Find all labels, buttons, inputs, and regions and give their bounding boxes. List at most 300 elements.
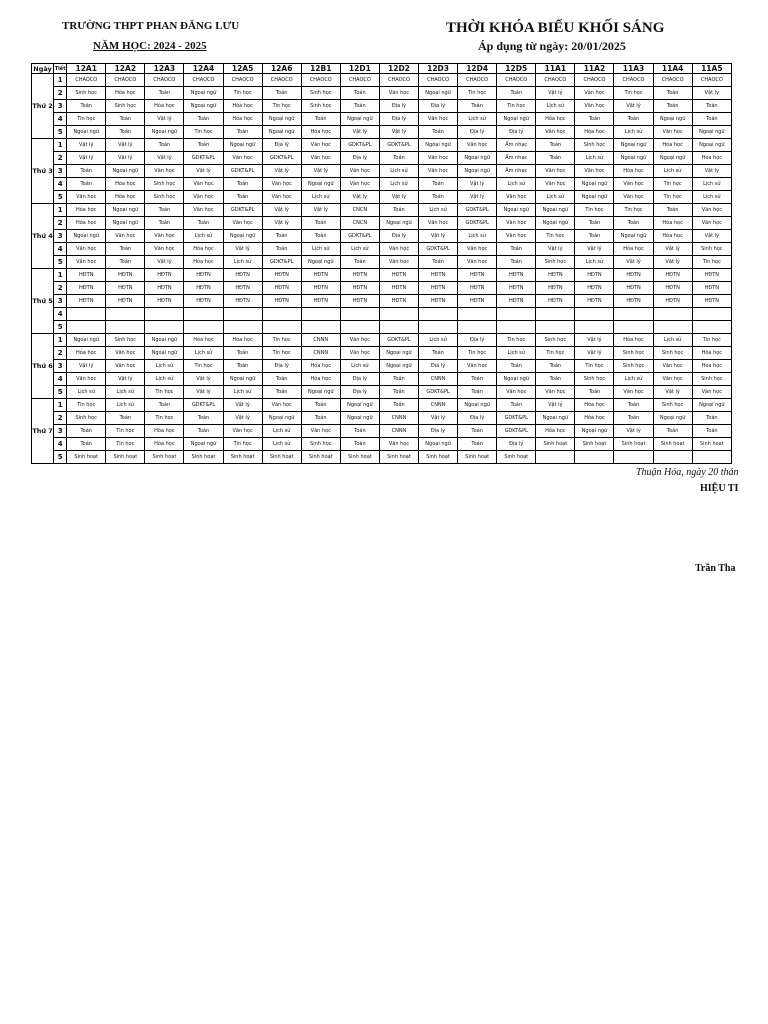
class-header: 11A1	[536, 64, 575, 74]
subject-cell: Lịch sử	[575, 256, 614, 269]
subject-cell: CHAOCO	[223, 74, 262, 87]
subject-cell: GDKT&PL	[262, 152, 301, 165]
subject-cell: Ngoại ngữ	[653, 412, 692, 425]
subject-cell: Toán	[379, 204, 418, 217]
subject-cell: Sinh học	[575, 373, 614, 386]
subject-cell: Lịch sử	[379, 178, 418, 191]
subject-cell: Vật lý	[692, 230, 731, 243]
subject-cell: Văn học	[653, 360, 692, 373]
subject-cell: Toán	[458, 373, 497, 386]
subject-cell: HĐTN	[497, 295, 536, 308]
subject-cell: Văn học	[145, 230, 184, 243]
subject-cell: Vật lý	[536, 243, 575, 256]
school-name: TRƯỜNG THPT PHAN ĐĂNG LƯU	[62, 20, 240, 32]
subject-cell: Vật lý	[379, 191, 418, 204]
subject-cell: GDKT&PL	[458, 217, 497, 230]
subject-cell: Toán	[653, 425, 692, 438]
subject-cell: Địa lý	[262, 139, 301, 152]
subject-cell: Tin học	[223, 87, 262, 100]
subject-cell: Vật lý	[692, 87, 731, 100]
subject-cell: HĐTN	[223, 269, 262, 282]
subject-cell: CHAOCO	[106, 74, 145, 87]
subject-cell: Ngoại ngữ	[184, 100, 223, 113]
subject-cell: Toán	[575, 113, 614, 126]
subject-cell: Hóa học	[653, 230, 692, 243]
subject-cell: Hóa học	[184, 334, 223, 347]
subject-cell: Vật lý	[614, 256, 653, 269]
subject-cell: Toán	[223, 347, 262, 360]
subject-cell: Hóa học	[301, 126, 340, 139]
subject-cell: Văn học	[497, 386, 536, 399]
table-row	[32, 438, 732, 451]
subject-cell: CHAOCO	[692, 74, 731, 87]
subject-cell: Văn học	[340, 334, 379, 347]
subject-cell: Vật lý	[145, 256, 184, 269]
subject-cell: Lịch sử	[301, 191, 340, 204]
subject-cell: HĐTN	[184, 282, 223, 295]
subject-cell: HĐTN	[497, 269, 536, 282]
subject-cell: Địa lý	[340, 373, 379, 386]
table-row	[32, 100, 732, 113]
table-row	[32, 152, 732, 165]
subject-cell	[653, 321, 692, 334]
subject-cell: Vật lý	[145, 152, 184, 165]
subject-cell: Tin học	[575, 204, 614, 217]
subject-cell: Toán	[340, 100, 379, 113]
subject-cell: Văn học	[536, 386, 575, 399]
subject-cell: Ngoại ngữ	[419, 87, 458, 100]
table-row	[32, 139, 732, 152]
subject-cell: Sinh học	[692, 243, 731, 256]
subject-cell: Hóa học	[575, 126, 614, 139]
subject-cell: Lịch sử	[458, 113, 497, 126]
subject-cell: Toán	[340, 256, 379, 269]
subject-cell: Ngoại ngữ	[379, 217, 418, 230]
subject-cell	[262, 308, 301, 321]
subject-cell: Văn học	[262, 399, 301, 412]
subject-cell: Hóa học	[106, 178, 145, 191]
subject-cell: GDKT&PL	[184, 152, 223, 165]
subject-cell: CHAOCO	[536, 74, 575, 87]
subject-cell: HĐTN	[106, 295, 145, 308]
subject-cell: CNNN	[419, 373, 458, 386]
subject-cell: Lịch sử	[419, 334, 458, 347]
subject-cell: HĐTN	[692, 269, 731, 282]
subject-cell: Vật lý	[692, 165, 731, 178]
subject-cell: Toán	[262, 373, 301, 386]
subject-cell: Văn học	[262, 191, 301, 204]
subject-cell	[692, 451, 731, 464]
subject-cell: Vật lý	[67, 360, 106, 373]
subject-cell: Toán	[223, 191, 262, 204]
subject-cell: Ngoại ngữ	[692, 139, 731, 152]
subject-cell: Sinh hoạt	[145, 451, 184, 464]
period-number: 2	[54, 152, 67, 165]
subject-cell: Toán	[419, 126, 458, 139]
subject-cell: Toán	[379, 152, 418, 165]
subject-cell: Lịch sử	[145, 373, 184, 386]
subject-cell: Sinh hoạt	[223, 451, 262, 464]
subject-cell: Toán	[145, 204, 184, 217]
subject-cell	[301, 308, 340, 321]
subject-cell: Toán	[692, 425, 731, 438]
day-label: Thứ 4	[32, 204, 54, 269]
class-header: 12A1	[67, 64, 106, 74]
subject-cell: Ngoại ngữ	[262, 113, 301, 126]
subject-cell: Văn học	[184, 178, 223, 191]
principal-title: HIỆU TI	[700, 483, 739, 494]
subject-cell: Sinh học	[67, 87, 106, 100]
subject-cell: Ngoại ngữ	[458, 152, 497, 165]
subject-cell: Toán	[458, 438, 497, 451]
subject-cell	[379, 308, 418, 321]
subject-cell: CHAOCO	[145, 74, 184, 87]
subject-cell: Địa lý	[458, 126, 497, 139]
table-row	[32, 334, 732, 347]
subject-cell: GDKT&PL	[379, 334, 418, 347]
period-number: 4	[54, 438, 67, 451]
subject-cell: Văn học	[379, 438, 418, 451]
subject-cell: Văn học	[106, 347, 145, 360]
day-column-header: Ngày	[33, 64, 52, 73]
subject-cell: HĐTN	[145, 282, 184, 295]
class-header: 12A4	[184, 64, 223, 74]
subject-cell: Toán	[536, 152, 575, 165]
subject-cell: Hóa học	[145, 438, 184, 451]
subject-cell: Lịch sử	[106, 399, 145, 412]
subject-cell	[497, 308, 536, 321]
subject-cell: Sinh học	[301, 438, 340, 451]
subject-cell: Ngoại ngữ	[223, 230, 262, 243]
subject-cell: Ngoại ngữ	[340, 412, 379, 425]
subject-cell: Tin học	[106, 425, 145, 438]
subject-cell: Hóa học	[692, 347, 731, 360]
subject-cell: Văn học	[536, 178, 575, 191]
subject-cell: HĐTN	[653, 295, 692, 308]
subject-cell: Toán	[67, 165, 106, 178]
subject-cell: Lịch sử	[614, 373, 653, 386]
subject-cell: Toán	[301, 230, 340, 243]
period-number: 2	[54, 282, 67, 295]
subject-cell: Toán	[458, 425, 497, 438]
subject-cell: Hóa học	[184, 243, 223, 256]
subject-cell: Tin học	[145, 386, 184, 399]
subject-cell: Hóa học	[614, 334, 653, 347]
subject-cell	[262, 321, 301, 334]
class-header: 12D1	[340, 64, 379, 74]
subject-cell: HĐTN	[223, 295, 262, 308]
subject-cell: Tin học	[458, 87, 497, 100]
subject-cell: Ngoại ngữ	[419, 139, 458, 152]
period-number: 4	[54, 373, 67, 386]
subject-cell: Toán	[497, 399, 536, 412]
subject-cell: Ngoại ngữ	[262, 412, 301, 425]
table-row	[32, 74, 732, 87]
subject-cell	[614, 308, 653, 321]
subject-cell	[458, 321, 497, 334]
subject-cell: Ngoại ngữ	[106, 204, 145, 217]
subject-cell: Toán	[67, 178, 106, 191]
table-row	[32, 178, 732, 191]
class-header: 12D4	[458, 64, 497, 74]
subject-cell: Tin học	[692, 256, 731, 269]
subject-cell	[692, 321, 731, 334]
subject-cell: Văn học	[536, 126, 575, 139]
subject-cell: Toán	[184, 113, 223, 126]
subject-cell: Âm nhạc	[497, 139, 536, 152]
subject-cell: Văn học	[692, 217, 731, 230]
subject-cell: Toán	[106, 256, 145, 269]
class-header: 11A3	[614, 64, 653, 74]
subject-cell: Lịch sử	[497, 347, 536, 360]
subject-cell: Văn học	[458, 360, 497, 373]
subject-cell: Địa lý	[340, 386, 379, 399]
subject-cell: Sinh học	[106, 100, 145, 113]
subject-cell: GDKT&PL	[340, 230, 379, 243]
subject-cell: Vật lý	[419, 230, 458, 243]
subject-cell: Ngoại ngữ	[301, 178, 340, 191]
subject-cell: GDKT&PL	[458, 204, 497, 217]
subject-cell: GDKT&PL	[223, 165, 262, 178]
subject-cell: Sinh học	[145, 191, 184, 204]
subject-cell: Toán	[575, 386, 614, 399]
subject-cell: HĐTN	[575, 295, 614, 308]
subject-cell: Văn học	[419, 113, 458, 126]
subject-cell: Toán	[458, 100, 497, 113]
subject-cell: Tin học	[653, 191, 692, 204]
subject-cell: Toán	[653, 100, 692, 113]
subject-cell: Hóa học	[67, 204, 106, 217]
subject-cell: CHAOCO	[575, 74, 614, 87]
subject-cell: Lịch sử	[379, 165, 418, 178]
subject-cell: Sinh học	[106, 334, 145, 347]
subject-cell: Văn học	[223, 217, 262, 230]
subject-cell: CNNN	[301, 334, 340, 347]
subject-cell: HĐTN	[536, 269, 575, 282]
subject-cell: Hóa học	[67, 347, 106, 360]
subject-cell: Văn học	[653, 126, 692, 139]
subject-cell	[536, 451, 575, 464]
subject-cell: Vật lý	[653, 243, 692, 256]
subject-cell: Địa lý	[497, 126, 536, 139]
subject-cell: CHAOCO	[340, 74, 379, 87]
subject-cell: Lịch sử	[262, 438, 301, 451]
period-number: 2	[54, 87, 67, 100]
table-row	[32, 347, 732, 360]
subject-cell: CHAOCO	[653, 74, 692, 87]
subject-cell: Toán	[145, 87, 184, 100]
subject-cell: Tin học	[653, 178, 692, 191]
subject-cell: Hóa học	[223, 113, 262, 126]
subject-cell: Lịch sử	[419, 204, 458, 217]
subject-cell: HĐTN	[184, 269, 223, 282]
subject-cell: Vật lý	[67, 139, 106, 152]
subject-cell: Vật lý	[379, 126, 418, 139]
subject-cell: HĐTN	[145, 269, 184, 282]
period-number: 5	[54, 191, 67, 204]
subject-cell: Địa lý	[497, 438, 536, 451]
table-row	[32, 321, 732, 334]
subject-cell: CNCN	[340, 204, 379, 217]
subject-cell: Toán	[145, 399, 184, 412]
subject-cell: Lịch sử	[340, 360, 379, 373]
subject-cell: CNNN	[419, 399, 458, 412]
subject-cell: Lịch sử	[301, 243, 340, 256]
subject-cell: Sinh hoạt	[301, 451, 340, 464]
subject-cell: Văn học	[614, 386, 653, 399]
subject-cell: Văn học	[67, 373, 106, 386]
table-row	[32, 451, 732, 464]
subject-cell: CNCN	[340, 217, 379, 230]
subject-cell: Lịch sử	[614, 126, 653, 139]
subject-cell: Văn học	[223, 152, 262, 165]
table-row	[32, 230, 732, 243]
subject-cell: Toán	[67, 100, 106, 113]
subject-cell: Lịch sử	[692, 178, 731, 191]
subject-cell: Toán	[419, 256, 458, 269]
subject-cell: HĐTN	[262, 295, 301, 308]
subject-cell: Tin học	[67, 113, 106, 126]
subject-cell: Tin học	[536, 347, 575, 360]
subject-cell: Toán	[106, 243, 145, 256]
subject-cell: Vật lý	[301, 204, 340, 217]
subject-cell: HĐTN	[67, 269, 106, 282]
subject-cell: Văn học	[67, 243, 106, 256]
subject-cell: Văn học	[301, 425, 340, 438]
table-row	[32, 191, 732, 204]
subject-cell: Sinh học	[536, 256, 575, 269]
subject-cell: Ngoại ngữ	[223, 139, 262, 152]
subject-cell: Vật lý	[575, 334, 614, 347]
place-date: Thuận Hóa, ngày 20 thán	[636, 467, 739, 478]
subject-cell: Văn học	[340, 347, 379, 360]
subject-cell: HĐTN	[458, 282, 497, 295]
subject-cell: GDKT&PL	[497, 425, 536, 438]
subject-cell: HĐTN	[340, 282, 379, 295]
subject-cell: Vật lý	[458, 191, 497, 204]
subject-cell: Ngoại ngữ	[106, 217, 145, 230]
subject-cell: Văn học	[379, 87, 418, 100]
subject-cell: Văn học	[458, 256, 497, 269]
subject-cell: Sinh hoạt	[497, 451, 536, 464]
subject-cell: Vật lý	[67, 152, 106, 165]
subject-cell: Toán	[184, 412, 223, 425]
subject-cell: Toán	[67, 438, 106, 451]
subject-cell: Vật lý	[223, 243, 262, 256]
subject-cell: Ngoại ngữ	[458, 165, 497, 178]
subject-cell: Ngoại ngữ	[301, 256, 340, 269]
subject-cell: Toán	[614, 217, 653, 230]
subject-cell: HĐTN	[184, 295, 223, 308]
subject-cell: CHAOCO	[614, 74, 653, 87]
subject-cell: Hóa học	[536, 425, 575, 438]
subject-cell: Lịch sử	[340, 243, 379, 256]
subject-cell: Ngoại ngữ	[458, 399, 497, 412]
subject-cell: HĐTN	[653, 269, 692, 282]
subject-cell: HĐTN	[575, 282, 614, 295]
subject-cell: Văn học	[184, 191, 223, 204]
subject-cell: Ngoại ngữ	[419, 438, 458, 451]
table-row	[32, 113, 732, 126]
subject-cell: Tin học	[262, 334, 301, 347]
subject-cell: Văn học	[692, 204, 731, 217]
class-header: 12D3	[419, 64, 458, 74]
subject-cell: Toán	[301, 217, 340, 230]
subject-cell: Văn học	[692, 386, 731, 399]
timetable	[31, 63, 732, 464]
subject-cell	[614, 321, 653, 334]
subject-cell: Sinh hoạt	[419, 451, 458, 464]
subject-cell: Toán	[497, 243, 536, 256]
period-number: 2	[54, 412, 67, 425]
subject-cell: CHAOCO	[458, 74, 497, 87]
table-row	[32, 243, 732, 256]
subject-cell: Toán	[223, 178, 262, 191]
period-number: 3	[54, 295, 67, 308]
table-row	[32, 360, 732, 373]
subject-cell: Lịch sử	[653, 165, 692, 178]
period-number: 1	[54, 399, 67, 412]
subject-cell	[419, 321, 458, 334]
subject-cell: Vật lý	[262, 204, 301, 217]
subject-cell: Toán	[301, 113, 340, 126]
subject-cell: Toán	[106, 126, 145, 139]
subject-cell: Vật lý	[223, 412, 262, 425]
subject-cell: Toán	[536, 139, 575, 152]
subject-cell: Vật lý	[301, 165, 340, 178]
table-row	[32, 217, 732, 230]
subject-cell: Tin học	[614, 204, 653, 217]
period-number: 4	[54, 308, 67, 321]
subject-cell: Sinh học	[692, 373, 731, 386]
subject-cell: Văn học	[497, 230, 536, 243]
subject-cell: Tin học	[223, 438, 262, 451]
subject-cell: Văn học	[419, 217, 458, 230]
subject-cell: Toán	[614, 412, 653, 425]
subject-cell: Toán	[379, 399, 418, 412]
subject-cell	[184, 308, 223, 321]
subject-cell: Hóa học	[301, 360, 340, 373]
subject-cell: Vật lý	[262, 165, 301, 178]
subject-cell: Văn học	[614, 191, 653, 204]
subject-cell: Ngoại ngữ	[184, 87, 223, 100]
subject-cell	[145, 321, 184, 334]
subject-cell: GDKT&PL	[184, 399, 223, 412]
subject-cell: Toán	[184, 217, 223, 230]
period-number: 4	[54, 243, 67, 256]
subject-cell	[692, 308, 731, 321]
table-row	[32, 386, 732, 399]
subject-cell: Vật lý	[184, 386, 223, 399]
subject-cell: Ngoại ngữ	[379, 360, 418, 373]
subject-cell: CHAOCO	[379, 74, 418, 87]
subject-cell: Vật lý	[340, 191, 379, 204]
subject-cell: Toán	[536, 360, 575, 373]
subject-cell: Vật lý	[614, 100, 653, 113]
subject-cell: Vật lý	[184, 373, 223, 386]
subject-cell: Ngoại ngữ	[575, 425, 614, 438]
subject-cell: Sinh học	[301, 100, 340, 113]
period-number: 5	[54, 126, 67, 139]
subject-cell: Lịch sử	[653, 334, 692, 347]
subject-cell: Âm nhạc	[497, 152, 536, 165]
subject-cell: Toán	[497, 256, 536, 269]
applied-date: Áp dụng từ ngày: 20/01/2025	[478, 39, 626, 53]
subject-cell: Vật lý	[106, 139, 145, 152]
subject-cell: Vật lý	[184, 165, 223, 178]
subject-cell: Toán	[497, 87, 536, 100]
subject-cell: Toán	[262, 386, 301, 399]
